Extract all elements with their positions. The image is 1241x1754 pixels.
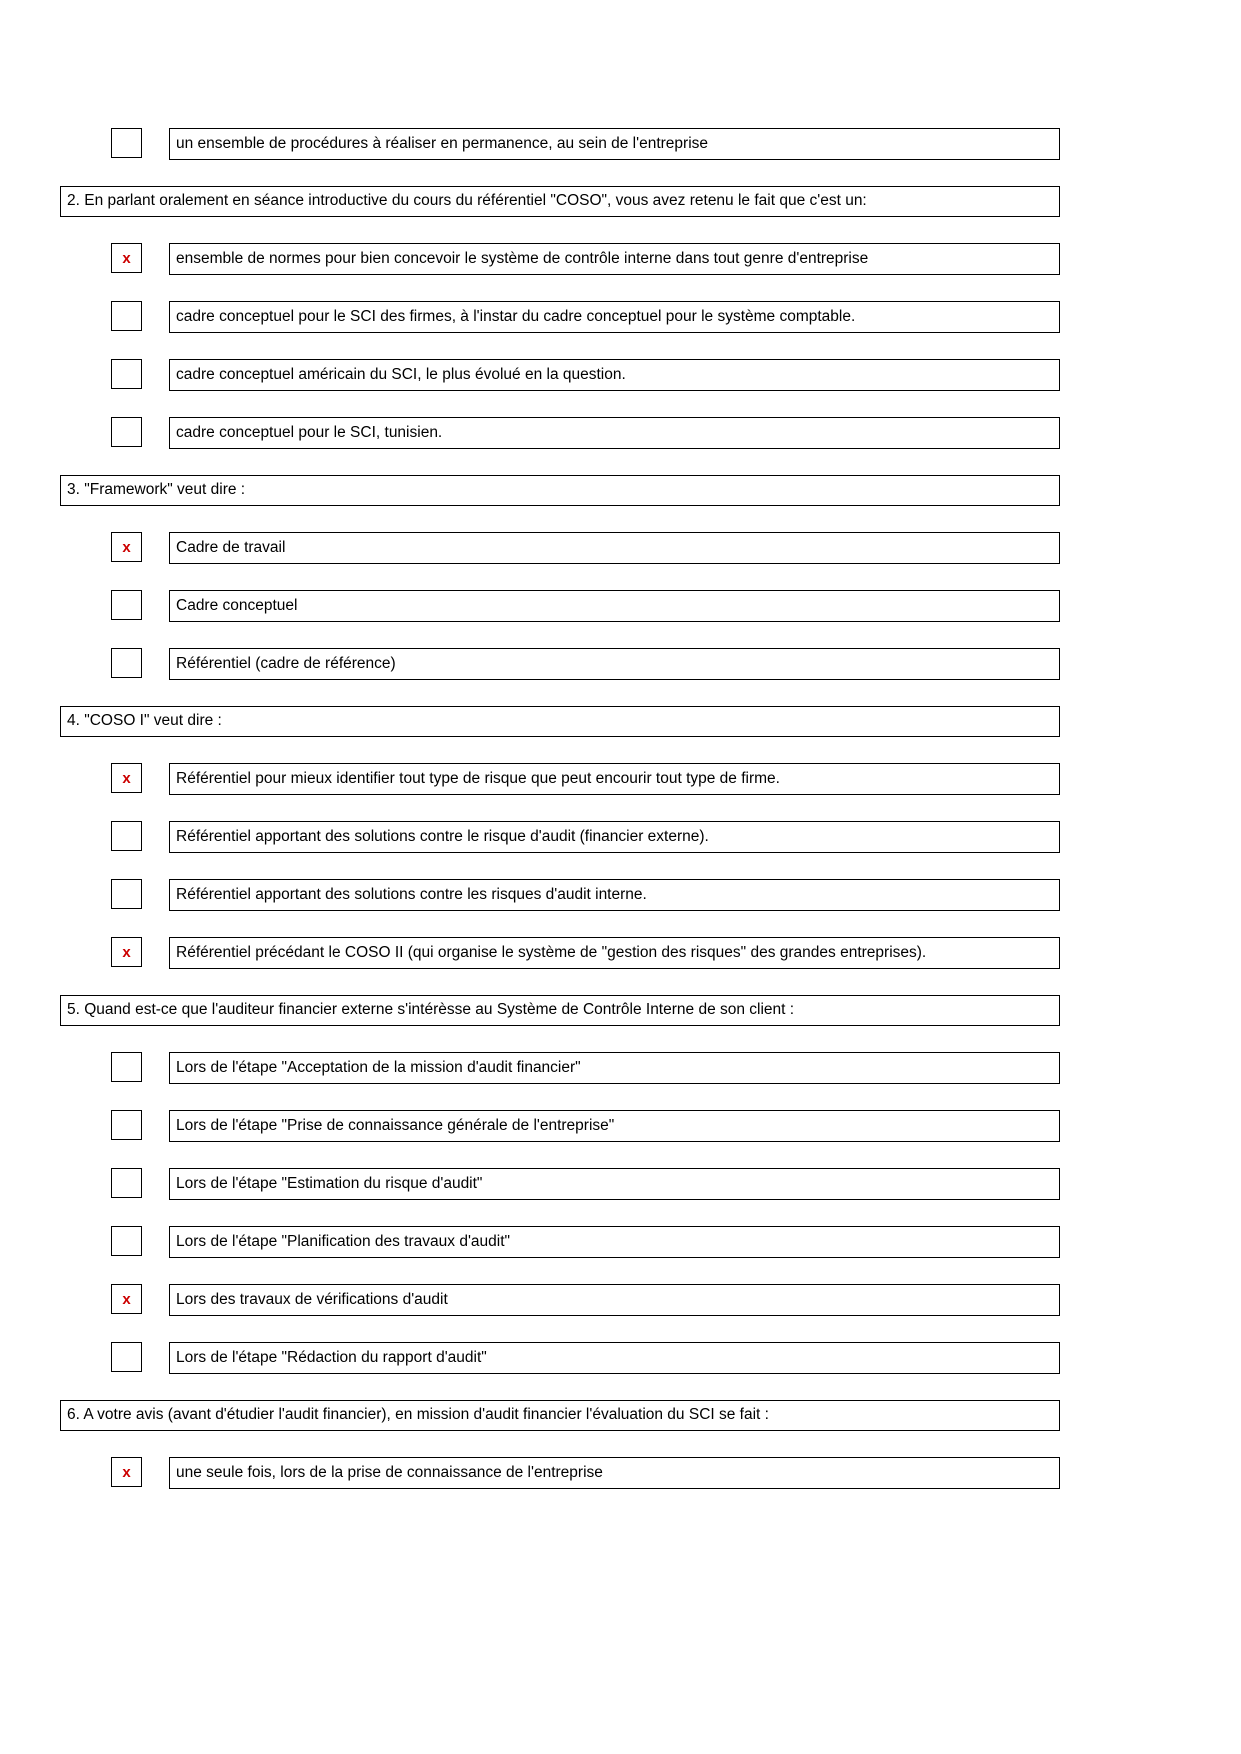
row-spacer bbox=[60, 449, 1060, 475]
answer-text[interactable]: Lors de l'étape "Prise de connaissance générale de l'entreprise" bbox=[169, 1110, 1060, 1142]
answer-checkbox[interactable] bbox=[111, 1052, 142, 1082]
answer-text[interactable]: Référentiel précédant le COSO II (qui organise le système de "gestion des risques" des grandes entreprises). bbox=[169, 937, 1060, 969]
answer-checkbox-checked[interactable]: x bbox=[111, 532, 142, 562]
answer-checkbox[interactable] bbox=[111, 359, 142, 389]
answer-option-row[interactable] bbox=[60, 590, 1060, 622]
answer-text[interactable]: Référentiel apportant des solutions contre les risques d'audit interne. bbox=[169, 879, 1060, 911]
answer-option-row[interactable] bbox=[60, 532, 1060, 564]
answer-text[interactable]: une seule fois, lors de la prise de connaissance de l'entreprise bbox=[169, 1457, 1060, 1489]
answer-option-row[interactable] bbox=[60, 1226, 1060, 1258]
answer-option-row[interactable] bbox=[60, 1284, 1060, 1316]
answer-checkbox[interactable] bbox=[111, 821, 142, 851]
question-text: 4. "COSO I" veut dire : bbox=[60, 706, 1060, 737]
row-spacer bbox=[60, 853, 1060, 879]
answer-option-row[interactable] bbox=[60, 1457, 1060, 1489]
answer-text[interactable]: un ensemble de procédures à réaliser en permanence, au sein de l'entreprise bbox=[169, 128, 1060, 160]
answer-checkbox-checked[interactable]: x bbox=[111, 937, 142, 967]
row-spacer bbox=[60, 1200, 1060, 1226]
answer-checkbox[interactable] bbox=[111, 128, 142, 158]
answer-text[interactable]: cadre conceptuel pour le SCI des firmes, à l'instar du cadre conceptuel pour le système comptable. bbox=[169, 301, 1060, 333]
answer-option-row[interactable] bbox=[60, 937, 1060, 969]
answer-text[interactable]: Lors des travaux de vérifications d'audit bbox=[169, 1284, 1060, 1316]
question-row bbox=[60, 1400, 1060, 1431]
answer-text[interactable]: Lors de l'étape "Estimation du risque d'audit" bbox=[169, 1168, 1060, 1200]
answer-option-row[interactable] bbox=[60, 128, 1060, 160]
answer-option-row[interactable] bbox=[60, 1342, 1060, 1374]
row-spacer bbox=[60, 795, 1060, 821]
row-spacer bbox=[60, 911, 1060, 937]
answer-checkbox[interactable] bbox=[111, 590, 142, 620]
row-spacer bbox=[60, 622, 1060, 648]
answer-checkbox-checked[interactable]: x bbox=[111, 243, 142, 273]
answer-option-row[interactable] bbox=[60, 821, 1060, 853]
answer-option-row[interactable] bbox=[60, 1168, 1060, 1200]
answer-option-row[interactable] bbox=[60, 417, 1060, 449]
question-text: 3. "Framework" veut dire : bbox=[60, 475, 1060, 506]
row-spacer bbox=[60, 564, 1060, 590]
row-spacer bbox=[60, 506, 1060, 532]
answer-option-row[interactable] bbox=[60, 879, 1060, 911]
answer-option-row[interactable] bbox=[60, 301, 1060, 333]
answer-checkbox[interactable] bbox=[111, 648, 142, 678]
answer-option-row[interactable] bbox=[60, 763, 1060, 795]
question-text: 6. A votre avis (avant d'étudier l'audit financier), en mission d'audit financier l'évaluation du SCI se fait : bbox=[60, 1400, 1060, 1431]
answer-option-row[interactable] bbox=[60, 243, 1060, 275]
answer-checkbox[interactable] bbox=[111, 1342, 142, 1372]
answer-text[interactable]: Lors de l'étape "Acceptation de la mission d'audit financier" bbox=[169, 1052, 1060, 1084]
row-spacer bbox=[60, 1084, 1060, 1110]
answer-text[interactable]: ensemble de normes pour bien concevoir le système de contrôle interne dans tout genre d'entreprise bbox=[169, 243, 1060, 275]
question-row bbox=[60, 995, 1060, 1026]
answer-text[interactable]: cadre conceptuel américain du SCI, le plus évolué en la question. bbox=[169, 359, 1060, 391]
answer-checkbox[interactable] bbox=[111, 417, 142, 447]
question-text: 2. En parlant oralement en séance introductive du cours du référentiel "COSO", vous avez retenu le fait que c'est un: bbox=[60, 186, 1060, 217]
answer-text[interactable]: Référentiel pour mieux identifier tout type de risque que peut encourir tout type de firme. bbox=[169, 763, 1060, 795]
answer-checkbox-checked[interactable]: x bbox=[111, 763, 142, 793]
answer-text[interactable]: Cadre de travail bbox=[169, 532, 1060, 564]
answer-option-row[interactable] bbox=[60, 1110, 1060, 1142]
answer-text[interactable]: Référentiel (cadre de référence) bbox=[169, 648, 1060, 680]
row-spacer bbox=[60, 275, 1060, 301]
answer-text[interactable]: Cadre conceptuel bbox=[169, 590, 1060, 622]
answer-text[interactable]: cadre conceptuel pour le SCI, tunisien. bbox=[169, 417, 1060, 449]
row-spacer bbox=[60, 217, 1060, 243]
answer-checkbox-checked[interactable]: x bbox=[111, 1457, 142, 1487]
answer-checkbox[interactable] bbox=[111, 879, 142, 909]
row-spacer bbox=[60, 737, 1060, 763]
answer-checkbox[interactable] bbox=[111, 1168, 142, 1198]
question-row bbox=[60, 186, 1060, 217]
answer-text[interactable]: Lors de l'étape "Planification des travaux d'audit" bbox=[169, 1226, 1060, 1258]
question-row bbox=[60, 706, 1060, 737]
row-spacer bbox=[60, 1258, 1060, 1284]
answer-text[interactable]: Lors de l'étape "Rédaction du rapport d'audit" bbox=[169, 1342, 1060, 1374]
answer-text[interactable]: Référentiel apportant des solutions contre le risque d'audit (financier externe). bbox=[169, 821, 1060, 853]
row-spacer bbox=[60, 1026, 1060, 1052]
row-spacer bbox=[60, 333, 1060, 359]
row-spacer bbox=[60, 160, 1060, 186]
row-spacer bbox=[60, 1142, 1060, 1168]
answer-checkbox[interactable] bbox=[111, 301, 142, 331]
answer-option-row[interactable] bbox=[60, 648, 1060, 680]
row-spacer bbox=[60, 1316, 1060, 1342]
row-spacer bbox=[60, 969, 1060, 995]
answer-option-row[interactable] bbox=[60, 1052, 1060, 1084]
row-spacer bbox=[60, 680, 1060, 706]
answer-option-row[interactable] bbox=[60, 359, 1060, 391]
question-row bbox=[60, 475, 1060, 506]
question-text: 5. Quand est-ce que l'auditeur financier externe s'intérèsse au Système de Contrôle Interne de son client : bbox=[60, 995, 1060, 1026]
answer-checkbox[interactable] bbox=[111, 1226, 142, 1256]
row-spacer bbox=[60, 391, 1060, 417]
answer-checkbox[interactable] bbox=[111, 1110, 142, 1140]
row-spacer bbox=[60, 1374, 1060, 1400]
answer-checkbox-checked[interactable]: x bbox=[111, 1284, 142, 1314]
row-spacer bbox=[60, 1431, 1060, 1457]
questionnaire-body bbox=[60, 128, 1060, 1489]
